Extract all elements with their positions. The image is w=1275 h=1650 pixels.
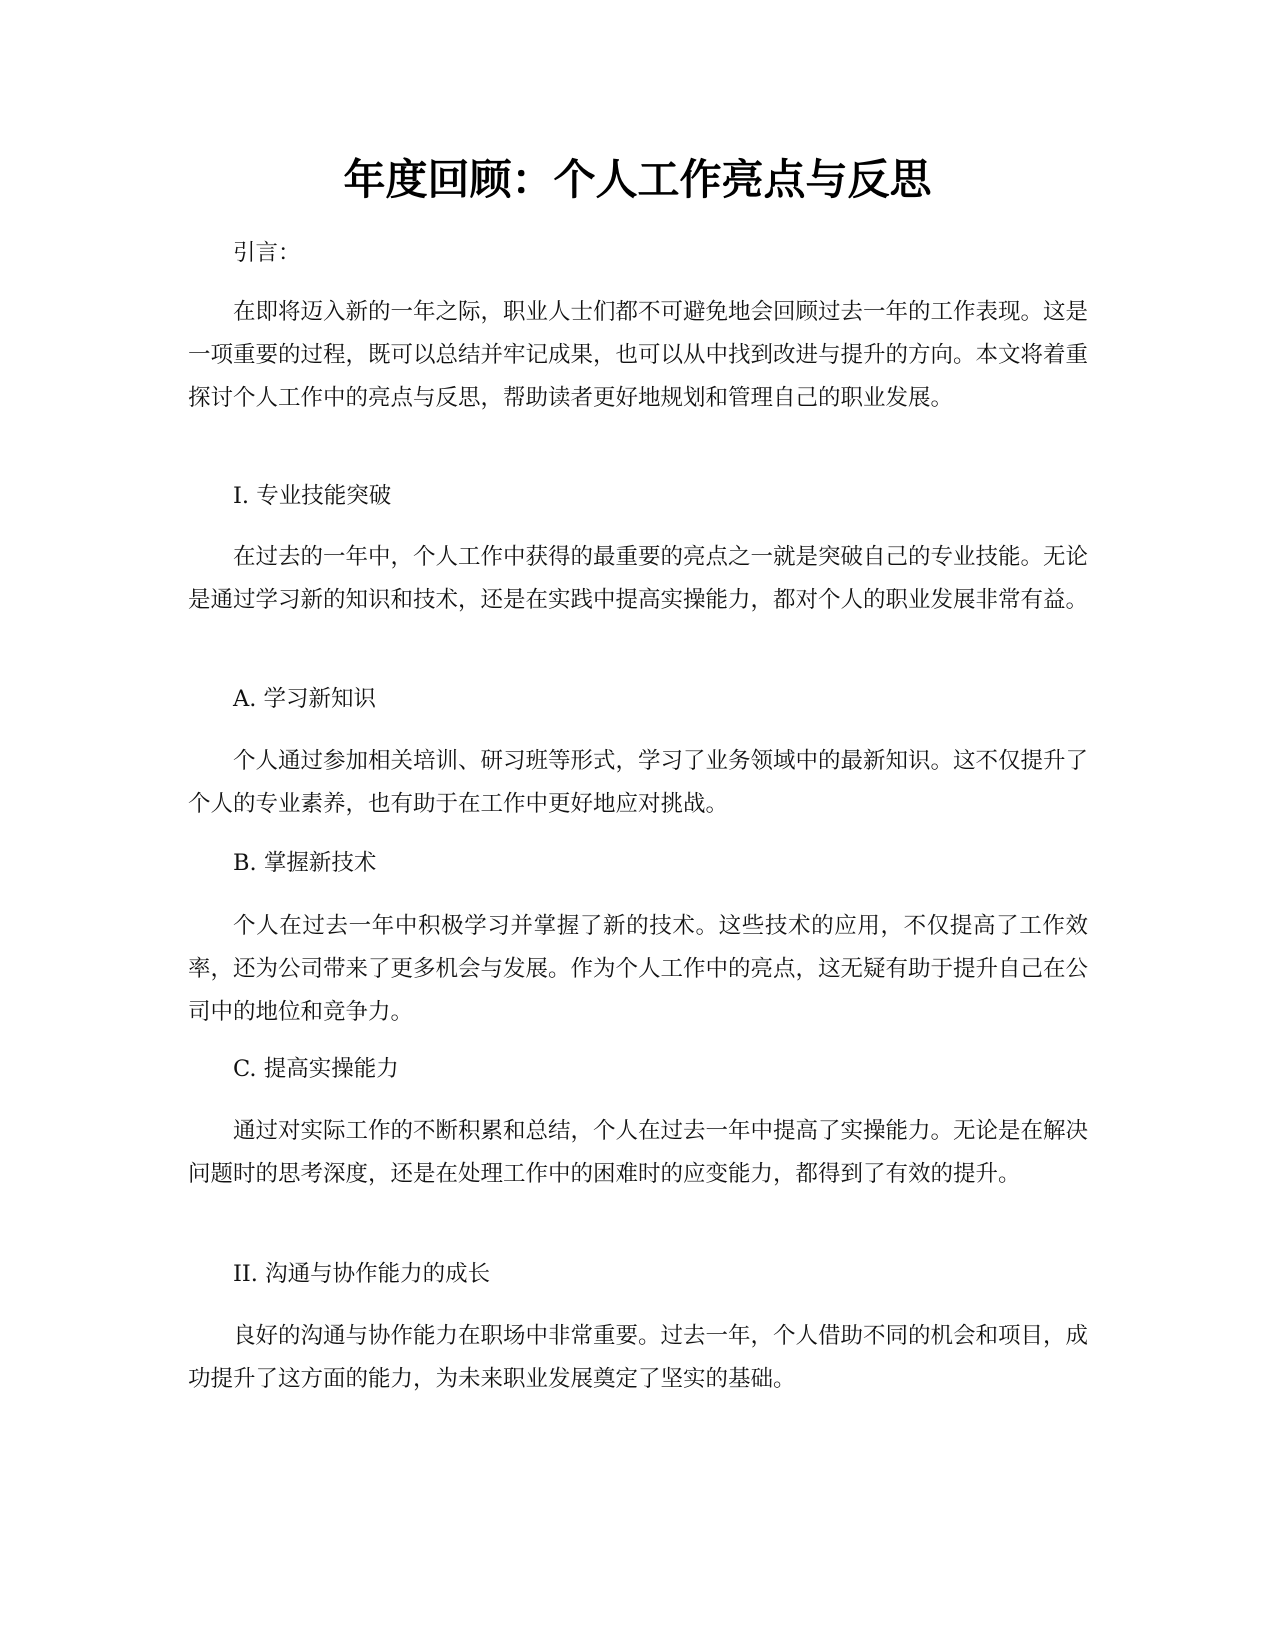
paragraph-subsection-c: 通过对实际工作的不断积累和总结，个人在过去一年中提高了实操能力。无论是在解决问题时的思考深度，还是在处理工作中的困难时的应变能力，都得到了有效的提升。 (188, 1118, 1089, 1187)
section-heading-1: I. 专业技能突破 (233, 483, 392, 509)
paragraph-intro: 在即将迈入新的一年之际，职业人士们都不可避免地会回顾过去一年的工作表现。这是一项重要的过程，既可以总结并牢记成果，也可以从中找到改进与提升的方向。本文将着重探讨个人工作中的亮点与反思，帮助读者更好地规划和管理自己的职业发展。 (188, 299, 1089, 411)
subsection-heading-b: B. 掌握新技术 (233, 850, 377, 876)
paragraph-section-1: 在过去的一年中，个人工作中获得的最重要的亮点之一就是突破自己的专业技能。无论是通过学习新的知识和技术，还是在实践中提高实操能力，都对个人的职业发展非常有益。 (188, 544, 1089, 613)
paragraph-subsection-b: 个人在过去一年中积极学习并掌握了新的技术。这些技术的应用，不仅提高了工作效率，还为公司带来了更多机会与发展。作为个人工作中的亮点，这无疑有助于提升自己在公司中的地位和竞争力。 (188, 913, 1089, 1025)
paragraph-subsection-a: 个人通过参加相关培训、研习班等形式，学习了业务领域中的最新知识。这不仅提升了个人的专业素养，也有助于在工作中更好地应对挑战。 (188, 748, 1089, 817)
paragraph-section-2: 良好的沟通与协作能力在职场中非常重要。过去一年，个人借助不同的机会和项目，成功提升了这方面的能力，为未来职业发展奠定了坚实的基础。 (188, 1323, 1089, 1392)
section-heading-intro: 引言： (233, 240, 301, 266)
subsection-heading-c: C. 提高实操能力 (233, 1056, 399, 1082)
section-heading-2: II. 沟通与协作能力的成长 (233, 1261, 491, 1287)
subsection-heading-a: A. 学习新知识 (233, 686, 377, 712)
document-title: 年度回顾：个人工作亮点与反思 (343, 155, 932, 204)
